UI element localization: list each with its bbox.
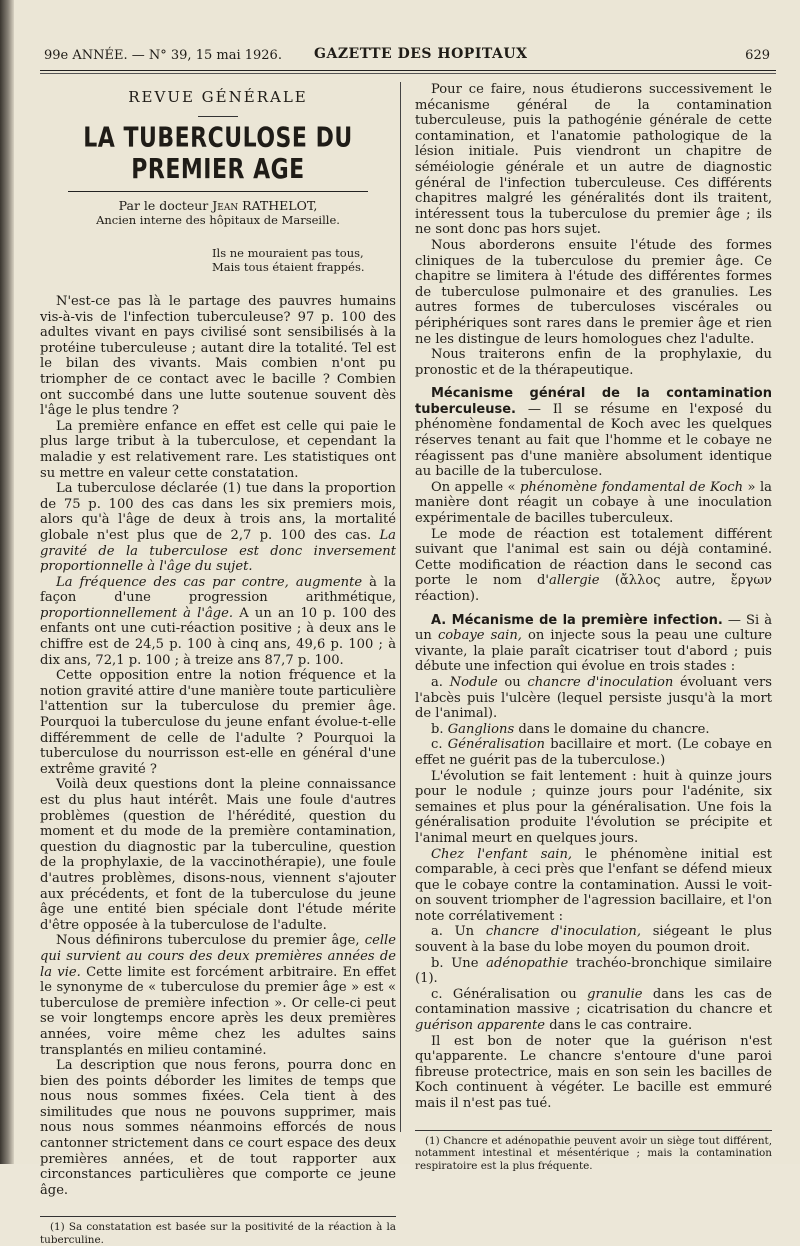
footnote-rule (415, 1130, 772, 1131)
footnote: (1) Sa constatation est basée sur la positivité de la réaction à la tuberculine. (40, 1221, 396, 1246)
footnote-rule (40, 1216, 396, 1217)
paragraph: Nous aborderons ensuite l'étude des formes cliniques de la tuberculose du premier âge. Ce chapitre se limitera à l'étude des différentes formes de tuberculose pulmonaire et des granulies. Les autres formes de tuberculoses viscérales ou périphériques sont rares dans le premier âge et rien ne les distingue de leurs homologues chez l'adulte. (415, 237, 772, 347)
text: siégeant le plus souvent à la base du lobe moyen du poumon droit. (415, 924, 772, 956)
emphasis: granulie (587, 986, 643, 1002)
binding-spine (0, 0, 14, 1164)
text: (ἄλλος autre, ἔργων réaction). (415, 573, 772, 604)
epigraph (212, 246, 396, 274)
spacer (415, 605, 772, 613)
footnote: (1) Chancre et adénopathie peuvent avoir un siège tout différent, notamment intestinal et mésentérique ; mais la contamination respiratoire est la plus fréquente. (415, 1134, 772, 1172)
paragraph (40, 575, 396, 669)
text: le phénomène initial est comparable, à ceci près que l'enfant se défend mieux que le cobaye contre la contamination. Aussi le voit-on souvent triompher de l'agression bacillaire, et l'on note corrélativement : (415, 846, 772, 924)
text: ou (504, 674, 521, 690)
text: c. Généralisation ou (431, 986, 577, 1002)
text: — Si à un (415, 612, 772, 644)
journal-name: GAZETTE DES HOPITAUX (314, 46, 528, 62)
epigraph-line: Ils ne mouraient pas tous, (212, 246, 364, 260)
text: » la manière dont réagit un cobaye à une inoculation expérimentale de bacilles tuberculeux. (415, 479, 772, 527)
paragraph (415, 527, 772, 605)
text: a. (431, 674, 443, 690)
emphasis: Chez l'enfant sain, (431, 846, 573, 862)
text: évoluant vers l'abcès puis l'ulcère (lequel persiste jusqu'à la mort de l'animal). (415, 674, 772, 722)
text: Cette limite est forcément arbitraire. En effet le synonyme de « tuberculose du premier âge » est « tuberculose de première infection ». Or celle-ci peut se voir longtemps encore après les deux premières années, voire même chez les adultes sains transplantés en milieu contaminé. (40, 964, 396, 1058)
author-name: Jean RATHELOT, (212, 198, 318, 213)
text: — Il se résume en l'exposé du phénomène fondamental de Koch avec les quelques réserves tenant au fait que l'homme et le cobaye ne réagissent pas d'une manière absolument identique au bacille de la tuberculose. (415, 401, 772, 480)
title-rule (68, 191, 368, 192)
left-column (40, 82, 396, 1246)
emphasis: adénopathie (486, 955, 569, 971)
subheading: Mécanisme général de la contamination tuberculeuse. (415, 386, 772, 417)
text: dans le cas contraire. (549, 1018, 693, 1034)
issue-info: 99e ANNÉE. — N° 39, 15 mai 1926. (44, 48, 282, 63)
list-item (415, 675, 772, 722)
emphasis: Ganglions (447, 721, 515, 737)
header-rule (40, 70, 776, 71)
list-item (415, 956, 772, 987)
list-item (415, 737, 772, 768)
text: Le mode de réaction est totalement différent suivant que l'animal est sain ou déjà contaminé. Cette modification de réaction dans le second cas porte le nom d' (415, 526, 772, 589)
page-number: 629 (745, 48, 770, 63)
paragraph (40, 481, 396, 575)
emphasis: chancre d'inoculation, (485, 924, 642, 940)
text: à la façon d'une progression arithmétique, (40, 574, 397, 606)
paragraph (415, 847, 772, 925)
text: b. Une (431, 955, 479, 971)
emphasis: cobaye sain, (437, 628, 522, 644)
paragraph: La première enfance en effet est celle qui paie le plus large tribut à la tuberculose, et cependant la maladie y est relativement rare. Les statistiques ont su mettre en valeur cette constatation. (40, 418, 396, 481)
emphasis: proportionnellement à l'âge. (40, 605, 234, 621)
list-item (415, 987, 772, 1034)
emphasis: allergie (549, 573, 600, 589)
emphasis: Nodule (449, 674, 498, 690)
right-column (415, 82, 772, 1172)
text: a. Un (431, 924, 475, 940)
text: dans les cas de contamination massive ; cicatrisation du chancre et (415, 986, 772, 1018)
byline-prefix: Par le docteur (118, 198, 209, 213)
article-title: LA TUBERCULOSE DU PREMIER AGE (83, 122, 353, 186)
text: c. (431, 737, 443, 753)
column-divider (400, 82, 401, 1132)
paragraph (415, 386, 772, 480)
emphasis: chancre d'inoculation (527, 674, 674, 690)
paragraph: L'évolution se fait lentement : huit à quinze jours pour le nodule ; quinze jours pour l'adénite, six semaines et plus pour la généralisation. Une fois la généralisation produite l'évolution se précipite et l'animal meurt en quelques jours. (415, 768, 772, 846)
paragraph: La description que nous ferons, pourra donc en bien des points déborder les limites de temps que nous nous sommes fixées. Cela tient à des similitudes que nous ne pouvons supprimer, mais nous nous sommes néanmoins efforcés de nous cantonner strictement dans ce court espace des deux premières années, et de tout rapporter aux circonstances particulières que comporte ce jeune âge. (40, 1058, 396, 1198)
list-item (415, 924, 772, 955)
paragraph: N'est-ce pas là le partage des pauvres humains vis-à-vis de l'infection tuberculeuse? 97 p. 100 des adultes vivant en pays civilisé sont sensibilisés à la protéine tuberculeuse ; autant dire la totalité. Tel est le bilan des vivants. Mais combien n'ont pu triompher de ce contact avec le bacille ? Combien ont succombé dans une lutte soutenue souvent dès l'âge le plus tendre ? (40, 294, 396, 419)
paragraph: Nous traiterons enfin de la prophylaxie, du pronostic et de la thérapeutique. (415, 347, 772, 378)
byline (40, 198, 396, 213)
emphasis: La gravité de la tuberculose est donc inversement proportionnelle à l'âge du sujet. (40, 527, 396, 575)
text: dans le domaine du chancre. (518, 721, 710, 737)
emphasis: celle qui survient au cours des deux premières années de la vie. (40, 933, 396, 980)
list-item (415, 722, 772, 738)
emphasis: guérison apparente (415, 1018, 546, 1034)
running-header (44, 46, 770, 68)
text: A un an 10 p. 100 des enfants ont une cuti-réaction positive ; à deux ans le chiffre est de 24,5 p. 100 à cinq ans, 49,6 p. 100 ; à dix ans, 72,1 p. 100 ; à treize ans 87,7 p. 100. (40, 605, 397, 668)
paragraph (415, 480, 772, 527)
header-rule-secondary (40, 73, 776, 74)
text: La tuberculose déclarée (1) tue dans la proportion de 75 p. 100 des cas dans les six premiers mois, alors qu'à l'âge de deux à trois ans, la mortalité globale n'est plus que de 2,7 p. 100 des cas. (40, 481, 396, 543)
paragraph (40, 933, 396, 1058)
paragraph: Voilà deux questions dont la pleine connaissance est du plus haut intérêt. Mais une foule d'autres problèmes (question de l'hérédité, question du moment et du mode de la première contamination, question du diagnostic par la tuberculine, question de la prophylaxie, de la vaccinothérapie), une foule d'autres problèmes, disons-nous, viennent s'ajouter aux précédents, et font de la tuberculose du jeune âge une entité bien spéciale dont l'étude mérite d'être opposée à la tuberculose de l'adulte. (40, 777, 396, 933)
epigraph-line: Mais tous étaient frappés. (212, 260, 365, 274)
text: on injecte sous la peau une culture vivante, la plaie paraît cicatriser tout d'abord ; puis débute une infection qui évolue en trois stades : (415, 628, 772, 675)
text: On appelle « (431, 479, 516, 495)
emphasis: phénomène fondamental de Koch (520, 479, 744, 495)
text: Nous définirons tuberculose du premier âge, (56, 933, 360, 949)
emphasis: La fréquence des cas par contre, augmente (56, 574, 363, 590)
paragraph: Cette opposition entre la notion fréquence et la notion gravité attire d'une manière toute particulière l'attention sur la tuberculose du premier âge. Pourquoi la tuberculose du jeune enfant évolue-t-elle différemment de celle de l'adulte ? Pourquoi la tuberculose du nourrisson est-elle en général d'une extrême gravité ? (40, 668, 396, 777)
text: b. (431, 721, 444, 737)
paragraph (415, 613, 772, 675)
section-rule (198, 116, 238, 117)
author-affiliation: Ancien interne des hôpitaux de Marseille. (96, 213, 340, 227)
subheading: A. Mécanisme de la première infection. (431, 612, 723, 628)
paragraph: Pour ce faire, nous étudierons successivement le mécanisme général de la contamination tuberculeuse, puis la pathogénie générale de cette contamination, et l'anatomie pathologique de la lésion initiale. Puis viendront un chapitre de séméiologie générale et un autre de diagnostic général de l'infection tuberculeuse. Ces différents chapitres malgré les généralités dont ils traitent, intéressent tous la tuberculose du premier âge ; ils ne sont donc pas hors sujet. (415, 82, 772, 238)
spacer (415, 378, 772, 386)
paragraph: Il est bon de noter que la guérison n'est qu'apparente. Le chancre s'entoure d'une paroi fibreuse protectrice, mais en son sein les bacilles de Koch continuent à végéter. Le bacille est emmuré mais il n'est pas tué. (415, 1033, 772, 1111)
text: bacillaire et mort. (Le cobaye en effet ne guérit pas de la tuberculose.) (415, 737, 772, 768)
emphasis: Généralisation (447, 737, 545, 753)
section-title: REVUE GÉNÉRALE (128, 88, 308, 106)
text: trachéo-bronchique similaire (1). (415, 955, 772, 987)
